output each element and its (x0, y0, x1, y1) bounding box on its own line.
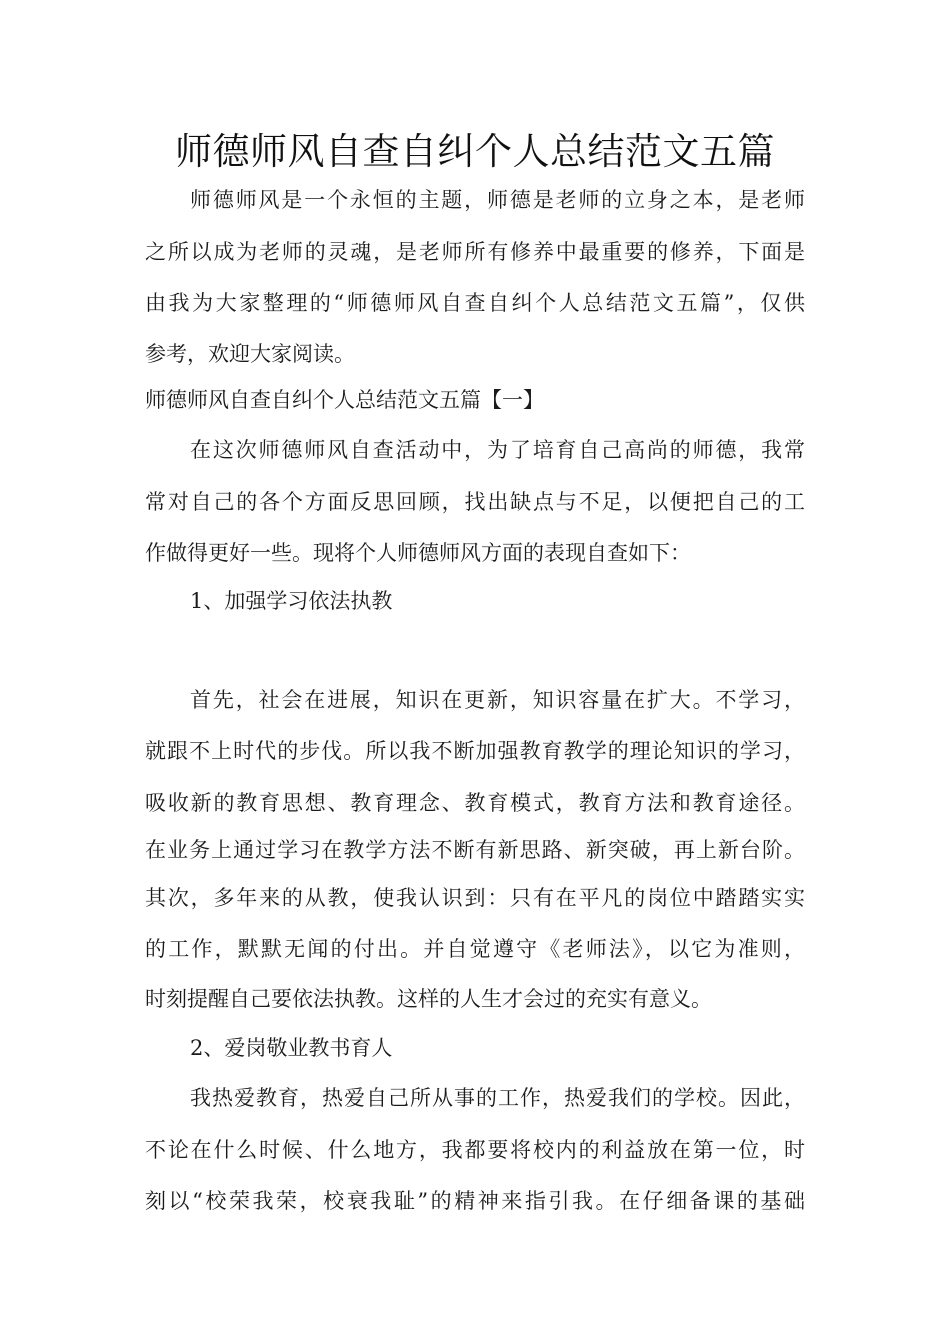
paragraph-line: 由我为大家整理的“师德师风自查自纠个人总结范文五篇”，仅供 (145, 291, 805, 315)
subheading: 1、加强学习依法执教 (190, 589, 393, 613)
paragraph-line: 师德师风是一个永恒的主题，师德是老师的立身之本，是老师 (190, 188, 805, 212)
paragraph-line: 我热爱教育，热爱自己所从事的工作，热爱我们的学校。因此， (190, 1086, 805, 1110)
paragraph-line: 作做得更好一些。现将个人师德师风方面的表现自查如下： (145, 541, 691, 565)
paragraph-line: 就跟不上时代的步伐。所以我不断加强教育教学的理论知识的学习， (145, 739, 805, 763)
paragraph-line: 吸收新的教育思想、教育理念、教育模式，教育方法和教育途径。 (145, 791, 805, 815)
paragraph-line: 常对自己的各个方面反思回顾，找出缺点与不足，以便把自己的工 (145, 490, 805, 514)
paragraph-line: 在业务上通过学习在教学方法不断有新思路、新突破，再上新台阶。 (145, 838, 805, 862)
paragraph-line: 参考，欢迎大家阅读。 (145, 342, 355, 366)
subheading: 2、爱岗敬业教书育人 (190, 1036, 393, 1060)
paragraph-line: 其次，多年来的从教，使我认识到：只有在平凡的岗位中踏踏实实 (145, 886, 805, 910)
paragraph-line: 之所以成为老师的灵魂，是老师所有修养中最重要的修养，下面是 (145, 240, 805, 264)
paragraph-line: 时刻提醒自己要依法执教。这样的人生才会过的充实有意义。 (145, 987, 712, 1011)
document-title: 师德师风自查自纠个人总结范文五篇 (175, 130, 775, 173)
paragraph-line: 首先，社会在进展，知识在更新，知识容量在扩大。不学习， (190, 688, 805, 712)
paragraph-line: 的工作，默默无闻的付出。并自觉遵守《老师法》，以它为准则， (145, 937, 805, 961)
section-heading: 师德师风自查自纠个人总结范文五篇【一】 (145, 388, 544, 412)
paragraph-line: 在这次师德师风自查活动中，为了培育自己高尚的师德，我常 (190, 438, 805, 462)
paragraph-line: 刻以“校荣我荣，校衰我耻”的精神来指引我。在仔细备课的基础 (145, 1189, 805, 1213)
paragraph-line: 不论在什么时候、什么地方，我都要将校内的利益放在第一位，时 (145, 1138, 805, 1162)
